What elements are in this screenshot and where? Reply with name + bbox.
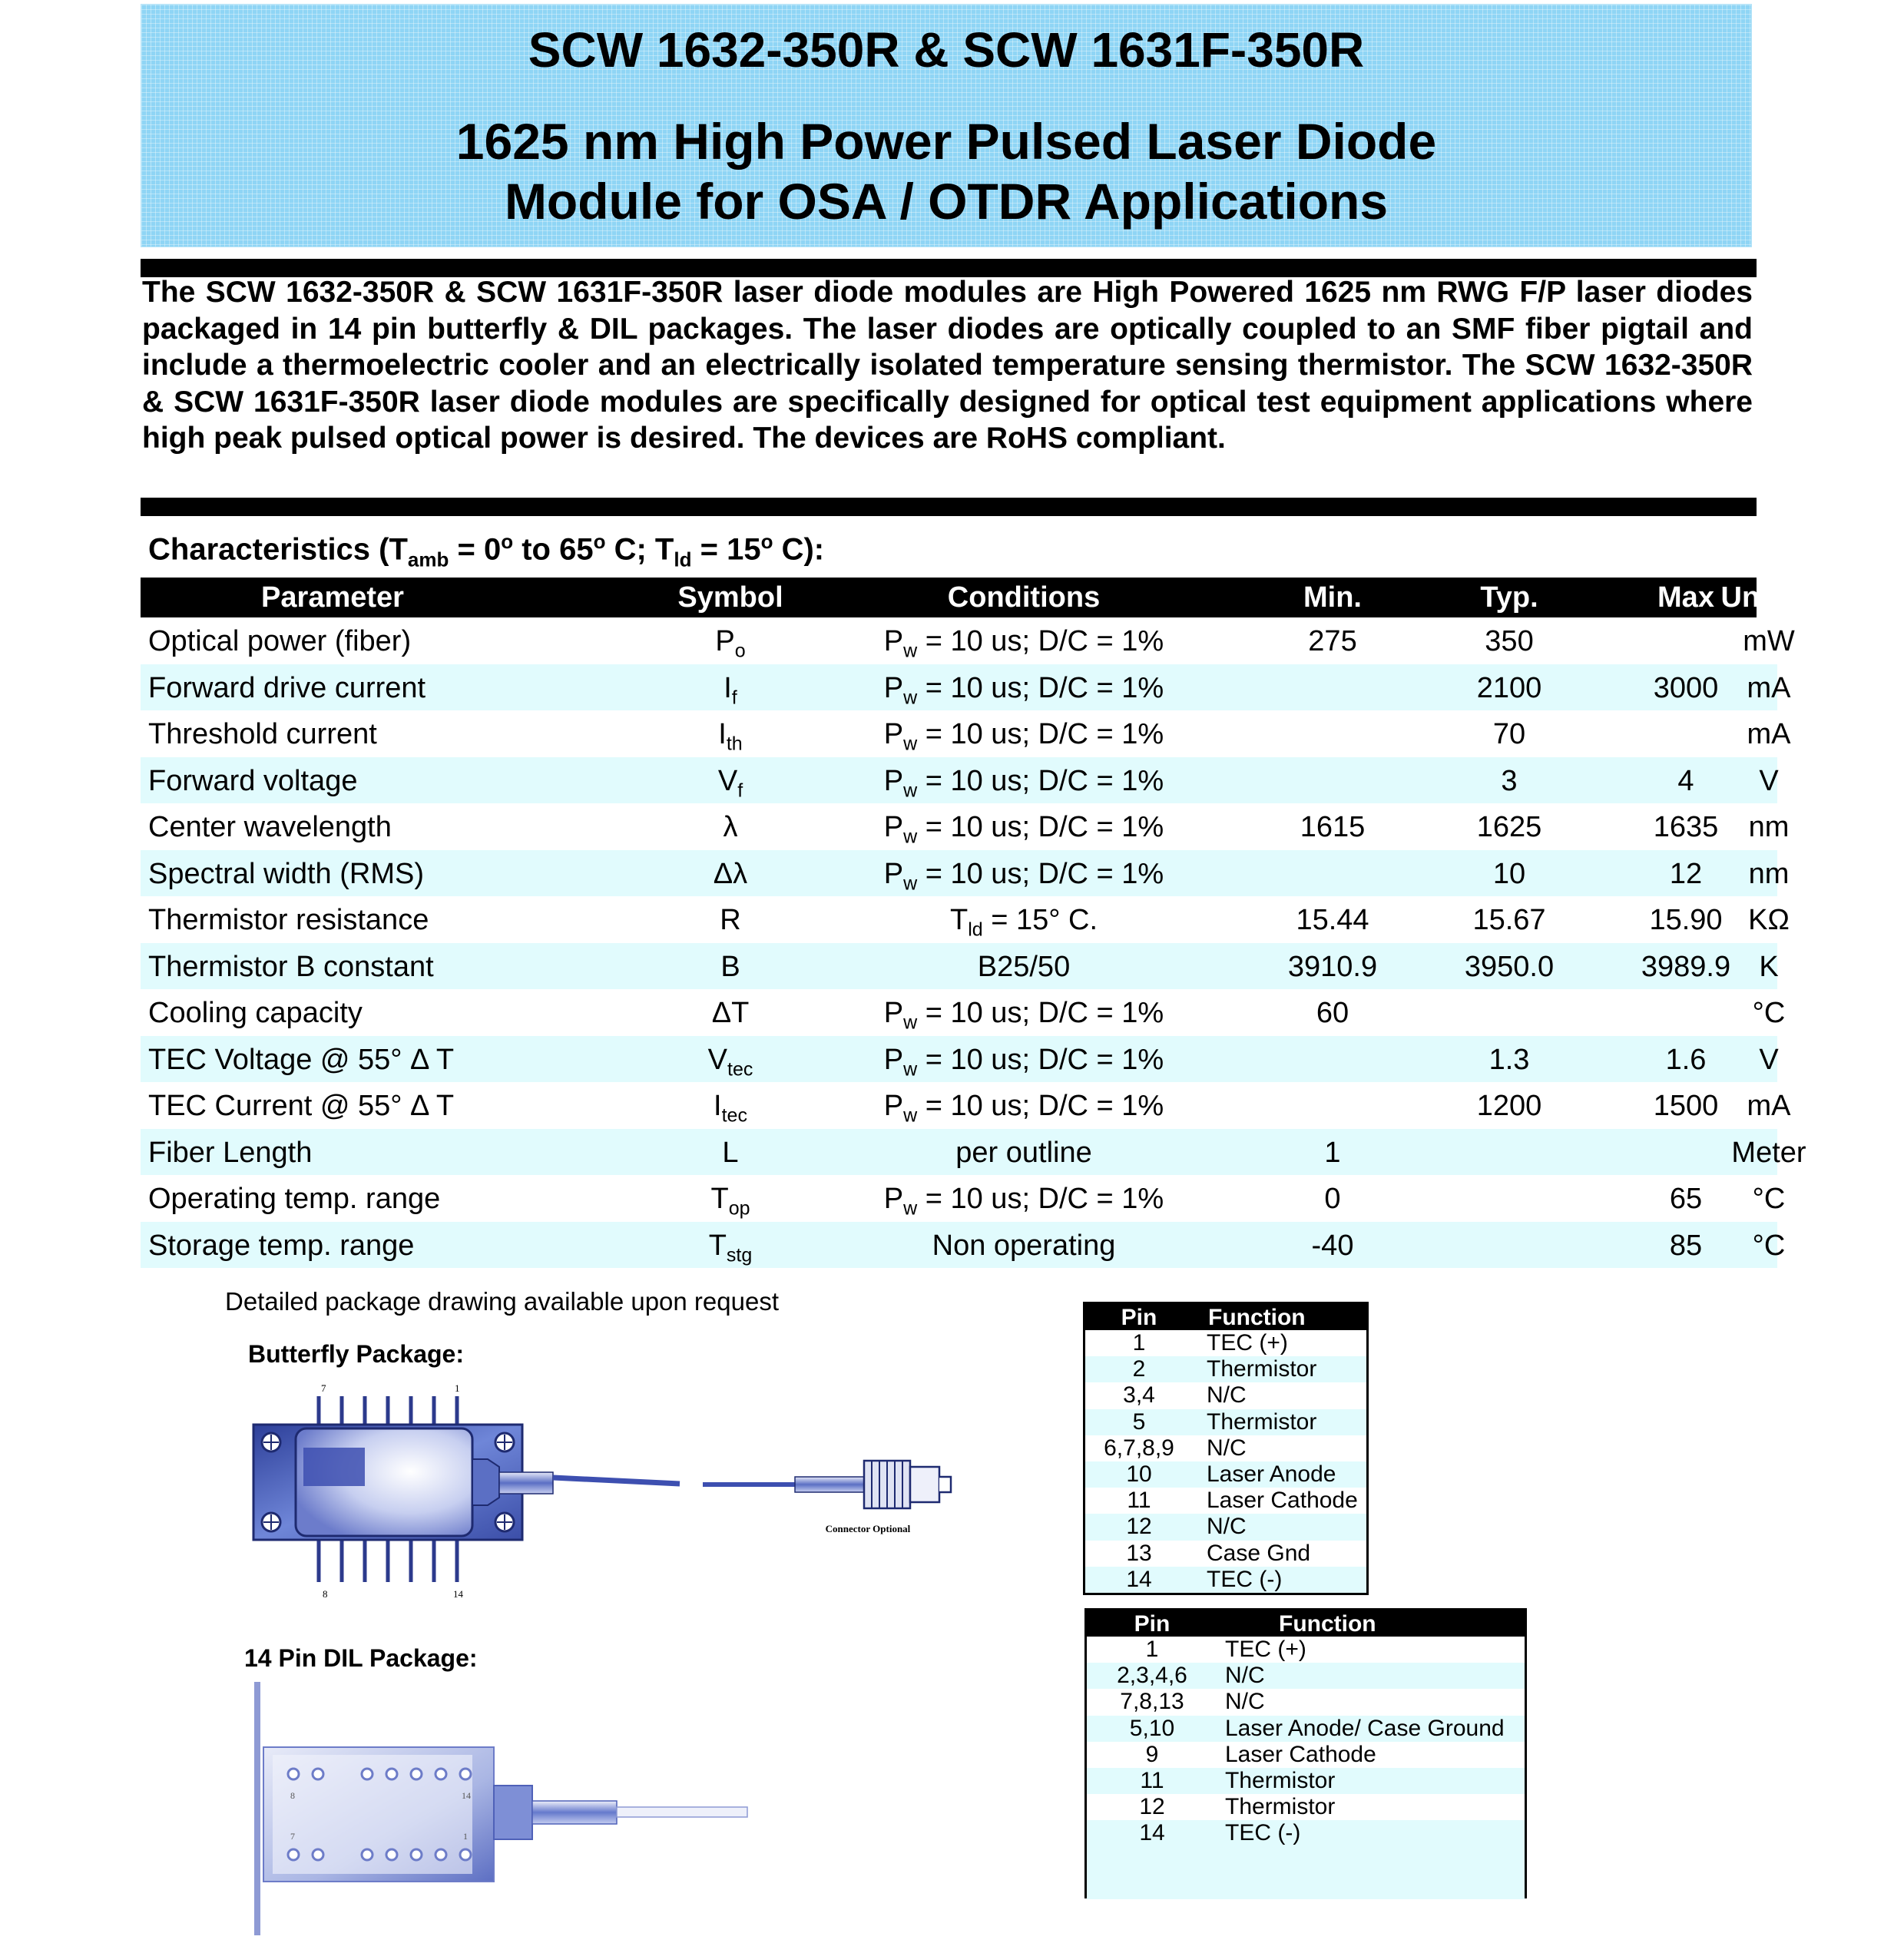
cell-conditions: $P_w = 10$ us; D/C = 1% xyxy=(883,997,1164,1034)
pin-function: Laser Cathode xyxy=(1225,1741,1376,1767)
cell-symbol: $I_{tec}$ xyxy=(714,1090,747,1127)
butterfly-label-area xyxy=(303,1448,365,1486)
table-row xyxy=(141,757,1777,804)
pin-number: 5 xyxy=(1132,1408,1146,1435)
pin-row xyxy=(1087,1768,1525,1794)
cell-symbol: $P_o$ xyxy=(715,625,746,662)
intro-paragraph: The SCW 1632-350R & SCW 1631F-350R laser diode modules are High Powered 1625 nm RWG F/P laser diodes packaged in 14 pin butterfly & DIL packages. The laser diodes are optically coupled to an SMF fiber pigtail and include a thermoelectric cooler and an electrically isolated temperature sensing thermistor. The SCW 1632-350R & SCW 1631F-350R laser diode modules are specifically designed for optical test equipment applications where high peak pulsed optical power is desired. The devices are RoHS compliant. xyxy=(142,276,1753,455)
dil-pin-label-14: 14 xyxy=(462,1790,471,1801)
cell-symbol: ΔT xyxy=(711,997,750,1029)
pin-row xyxy=(1087,1742,1525,1768)
pin-row xyxy=(1085,1330,1366,1356)
cell-min: 275 xyxy=(1308,625,1357,657)
cell-units: V xyxy=(1759,1043,1779,1076)
pin-function: Case Gnd xyxy=(1207,1540,1311,1566)
cell-parameter: Thermistor B constant xyxy=(148,950,434,983)
pin-label-7: 7 xyxy=(321,1382,326,1394)
cell-units: K xyxy=(1759,950,1779,983)
pin-function: TEC (-) xyxy=(1207,1566,1283,1592)
cell-symbol: $T_{stg}$ xyxy=(708,1229,753,1266)
cell-parameter: Threshold current xyxy=(148,718,377,750)
col-pin: Pin xyxy=(1134,1611,1171,1637)
pin-row xyxy=(1087,1716,1525,1742)
pin-row xyxy=(1087,1689,1525,1715)
pin-label-14: 14 xyxy=(453,1588,463,1600)
bottom-divider xyxy=(141,498,1757,516)
butterfly-package-label: Butterfly Package: xyxy=(248,1340,464,1368)
pin-row xyxy=(1085,1541,1366,1567)
cell-typ: 1625 xyxy=(1476,811,1542,843)
cell-conditions: $P_w = 10$ us; D/C = 1% xyxy=(883,718,1164,755)
table-row xyxy=(141,1036,1777,1083)
cell-max: 3989.9 xyxy=(1641,950,1731,983)
pin-number: 14 xyxy=(1139,1820,1165,1846)
pin-function: Thermistor xyxy=(1225,1794,1336,1820)
pin-function: Laser Anode xyxy=(1207,1461,1336,1487)
title-banner xyxy=(141,4,1752,247)
pin-function: N/C xyxy=(1207,1435,1247,1461)
characteristics-table xyxy=(141,578,1806,1268)
cell-typ: 70 xyxy=(1492,718,1526,750)
dil-package-label: 14 Pin DIL Package: xyxy=(244,1644,478,1672)
pin-number: 3,4 xyxy=(1123,1382,1155,1408)
dil-boot xyxy=(532,1801,617,1824)
pin-row xyxy=(1085,1567,1366,1593)
pin-row xyxy=(1085,1461,1366,1488)
characteristics-heading: Characteristics ($T_{amb} = 0^o$ to 65$^o$ C; $T_{ld} = 15^o$ C): xyxy=(148,530,825,571)
cell-typ: 2100 xyxy=(1476,671,1542,704)
cell-units: mA xyxy=(1747,718,1791,750)
cell-max: 15.90 xyxy=(1649,904,1723,936)
pin-row xyxy=(1087,1637,1525,1663)
butterfly-bottom-pins xyxy=(319,1536,457,1582)
pin-function: Thermistor xyxy=(1207,1356,1317,1382)
cell-max: 85 xyxy=(1669,1229,1703,1262)
cell-typ: 10 xyxy=(1492,857,1526,890)
connector-boot xyxy=(795,1477,864,1492)
cell-typ: 3950.0 xyxy=(1464,950,1555,983)
cell-parameter: Cooling capacity xyxy=(148,997,363,1029)
pin-label-8: 8 xyxy=(323,1588,328,1600)
cell-typ: 15.67 xyxy=(1472,904,1546,936)
col-conditions: Conditions xyxy=(947,581,1101,614)
cell-min: 15.44 xyxy=(1296,904,1369,936)
pin-row xyxy=(1087,1663,1525,1689)
pin-row xyxy=(1085,1488,1366,1514)
pin-row xyxy=(1087,1820,1525,1846)
product-title: SCW 1632-350R & SCW 1631F-350R xyxy=(528,22,1365,78)
pin-row xyxy=(1085,1409,1366,1435)
pin-row xyxy=(1085,1382,1366,1408)
cell-symbol: Δλ xyxy=(713,857,748,890)
dil-package-drawing xyxy=(250,1682,772,1939)
table-row xyxy=(141,896,1790,943)
pin-function: Laser Anode/ Case Ground xyxy=(1225,1715,1505,1741)
table-body xyxy=(141,617,1806,1268)
pin-row xyxy=(1085,1356,1366,1382)
pin-number: 11 xyxy=(1140,1767,1164,1793)
cell-units: mW xyxy=(1743,625,1795,657)
cell-conditions: Non operating xyxy=(932,1229,1116,1262)
table-row xyxy=(141,943,1777,990)
pin-function: TEC (+) xyxy=(1207,1330,1288,1355)
cell-parameter: Forward voltage xyxy=(148,764,358,797)
cell-min: 3910.9 xyxy=(1287,950,1378,983)
connector-optional-label: Connector Optional xyxy=(825,1523,911,1534)
table-row xyxy=(141,1129,1806,1176)
pin-function: Laser Cathode xyxy=(1207,1488,1358,1514)
dil-pin-table xyxy=(1084,1608,1527,1898)
pin-number: 13 xyxy=(1126,1540,1152,1566)
col-max: Max xyxy=(1657,581,1714,614)
pin-number: 6,7,8,9 xyxy=(1104,1435,1174,1461)
cell-conditions: $P_w = 10$ us; D/C = 1% xyxy=(883,811,1164,848)
pin-row xyxy=(1085,1435,1366,1461)
butterfly-package-drawing xyxy=(246,1375,1029,1613)
fiber-pigtail xyxy=(553,1478,680,1484)
cell-symbol: R xyxy=(720,904,741,936)
cell-conditions: B25/50 xyxy=(977,950,1071,983)
cell-typ: 1200 xyxy=(1476,1090,1542,1122)
pin-function: TEC (+) xyxy=(1225,1637,1306,1662)
cell-conditions: $P_w = 10$ us; D/C = 1% xyxy=(883,671,1164,709)
cell-parameter: TEC Voltage @ 55° Δ T xyxy=(148,1043,455,1076)
butterfly-boot xyxy=(499,1472,553,1494)
pin-function: Thermistor xyxy=(1207,1408,1317,1435)
dil-pin-label-7: 7 xyxy=(290,1831,295,1842)
cell-units: mA xyxy=(1747,671,1791,704)
cell-max: 1635 xyxy=(1653,811,1719,843)
dil-pin-label-1: 1 xyxy=(463,1831,468,1842)
pin-number: 1 xyxy=(1132,1330,1146,1355)
cell-units: °C xyxy=(1752,997,1786,1029)
cell-max: 1.6 xyxy=(1665,1043,1707,1076)
dil-pin-label-8: 8 xyxy=(290,1790,295,1801)
cell-min: 60 xyxy=(1316,997,1349,1029)
cell-typ: 1.3 xyxy=(1488,1043,1530,1076)
table-row xyxy=(141,710,1791,757)
col-function: Function xyxy=(1279,1611,1376,1637)
col-parameter: Parameter xyxy=(261,581,404,614)
cell-parameter: TEC Current @ 55° Δ T xyxy=(148,1090,455,1122)
cell-min: 0 xyxy=(1324,1183,1341,1215)
cell-conditions: $P_w = 10$ us; D/C = 1% xyxy=(883,764,1164,802)
pin-function: N/C xyxy=(1207,1514,1247,1540)
cell-max: 12 xyxy=(1669,857,1703,890)
dil-fiber xyxy=(617,1807,747,1817)
cell-conditions: $T_{ld} = 15^\circ$ C. xyxy=(949,904,1098,941)
cell-units: °C xyxy=(1752,1229,1786,1262)
cell-parameter: Fiber Length xyxy=(148,1136,313,1169)
col-typ: Typ. xyxy=(1480,581,1538,614)
cell-symbol: $I_f$ xyxy=(724,671,737,709)
cell-min: -40 xyxy=(1311,1229,1354,1262)
cell-conditions: $P_w = 10$ us; D/C = 1% xyxy=(883,857,1164,895)
cell-parameter: Operating temp. range xyxy=(148,1183,441,1215)
cell-units: V xyxy=(1759,764,1779,797)
cell-max: 3000 xyxy=(1653,671,1719,704)
pin-number: 12 xyxy=(1139,1794,1165,1820)
table-row xyxy=(141,1222,1786,1269)
pin-number: 2 xyxy=(1132,1356,1146,1382)
col-symbol: Symbol xyxy=(677,581,783,614)
cell-parameter: Forward drive current xyxy=(148,671,426,704)
table-row xyxy=(141,850,1790,897)
cell-max: 1500 xyxy=(1653,1090,1719,1122)
cell-symbol: B xyxy=(720,950,740,983)
pin-function: TEC (-) xyxy=(1225,1820,1301,1846)
col-function: Function xyxy=(1208,1305,1306,1330)
pin-number: 14 xyxy=(1126,1566,1152,1592)
table-header xyxy=(141,578,1794,617)
pin-number: 2,3,4,6 xyxy=(1117,1663,1187,1689)
cell-parameter: Storage temp. range xyxy=(148,1229,415,1262)
butterfly-pin-table xyxy=(1083,1302,1369,1595)
product-subtitle-line1: 1625 nm High Power Pulsed Laser Diode xyxy=(455,113,1437,170)
pin-number: 11 xyxy=(1127,1488,1151,1514)
cell-conditions: $P_w = 10$ us; D/C = 1% xyxy=(883,1183,1164,1220)
pin-table-header xyxy=(1087,1610,1525,1637)
table-row xyxy=(141,617,1795,664)
cell-symbol: $I_{th}$ xyxy=(718,718,743,755)
pin-number: 1 xyxy=(1145,1637,1159,1662)
table-row xyxy=(141,989,1786,1036)
cell-typ: 3 xyxy=(1501,764,1518,797)
cell-units: mA xyxy=(1747,1090,1791,1122)
cell-symbol: $V_{tec}$ xyxy=(707,1043,753,1081)
cell-conditions: $P_w = 10$ us; D/C = 1% xyxy=(883,625,1164,662)
pin-function: N/C xyxy=(1225,1663,1265,1689)
fc-connector xyxy=(864,1461,951,1508)
pin-number: 7,8,13 xyxy=(1120,1689,1184,1715)
cell-symbol: $T_{op}$ xyxy=(710,1183,750,1220)
pin-number: 9 xyxy=(1145,1741,1159,1767)
cell-max: 65 xyxy=(1669,1183,1703,1215)
pin-label-1: 1 xyxy=(455,1382,460,1394)
cell-symbol: $V_f$ xyxy=(717,764,743,802)
cell-conditions: per outline xyxy=(955,1136,1092,1169)
pin-number: 5,10 xyxy=(1129,1715,1175,1741)
cell-symbol: λ xyxy=(723,811,738,843)
pin-number: 10 xyxy=(1126,1461,1152,1487)
table-row xyxy=(141,664,1791,711)
pin-number: 12 xyxy=(1126,1514,1152,1540)
package-note: Detailed package drawing available upon request xyxy=(225,1287,779,1316)
pin-function: N/C xyxy=(1225,1689,1265,1715)
table-row xyxy=(141,803,1790,850)
cell-conditions: $P_w = 10$ us; D/C = 1% xyxy=(883,1090,1164,1127)
pin-table-header xyxy=(1085,1304,1366,1330)
table-row xyxy=(141,1175,1786,1222)
cell-units: KΩ xyxy=(1748,904,1790,936)
cell-parameter: Spectral width (RMS) xyxy=(148,857,424,890)
pin-function: N/C xyxy=(1207,1382,1247,1408)
cell-min: 1615 xyxy=(1300,811,1366,843)
cell-parameter: Thermistor resistance xyxy=(148,904,429,936)
col-units: Units xyxy=(1720,581,1794,614)
cell-units: °C xyxy=(1752,1183,1786,1215)
cell-parameter: Optical power (fiber) xyxy=(148,625,412,657)
cell-parameter: Center wavelength xyxy=(148,811,392,843)
pin-function: Thermistor xyxy=(1225,1767,1336,1793)
product-subtitle-line2: Module for OSA / OTDR Applications xyxy=(504,173,1389,230)
col-min: Min. xyxy=(1303,581,1362,614)
cell-units: nm xyxy=(1748,811,1790,843)
cell-min: 1 xyxy=(1324,1136,1341,1169)
table-row xyxy=(141,1082,1791,1129)
cell-units: nm xyxy=(1748,857,1790,890)
cell-symbol: L xyxy=(722,1136,739,1169)
cell-max: 4 xyxy=(1677,764,1694,797)
cell-conditions: $P_w = 10$ us; D/C = 1% xyxy=(883,1043,1164,1081)
col-pin: Pin xyxy=(1121,1305,1157,1330)
cell-typ: 350 xyxy=(1485,625,1534,657)
pin-row xyxy=(1087,1794,1525,1820)
pin-row xyxy=(1085,1514,1366,1540)
cell-units: Meter xyxy=(1731,1136,1806,1169)
